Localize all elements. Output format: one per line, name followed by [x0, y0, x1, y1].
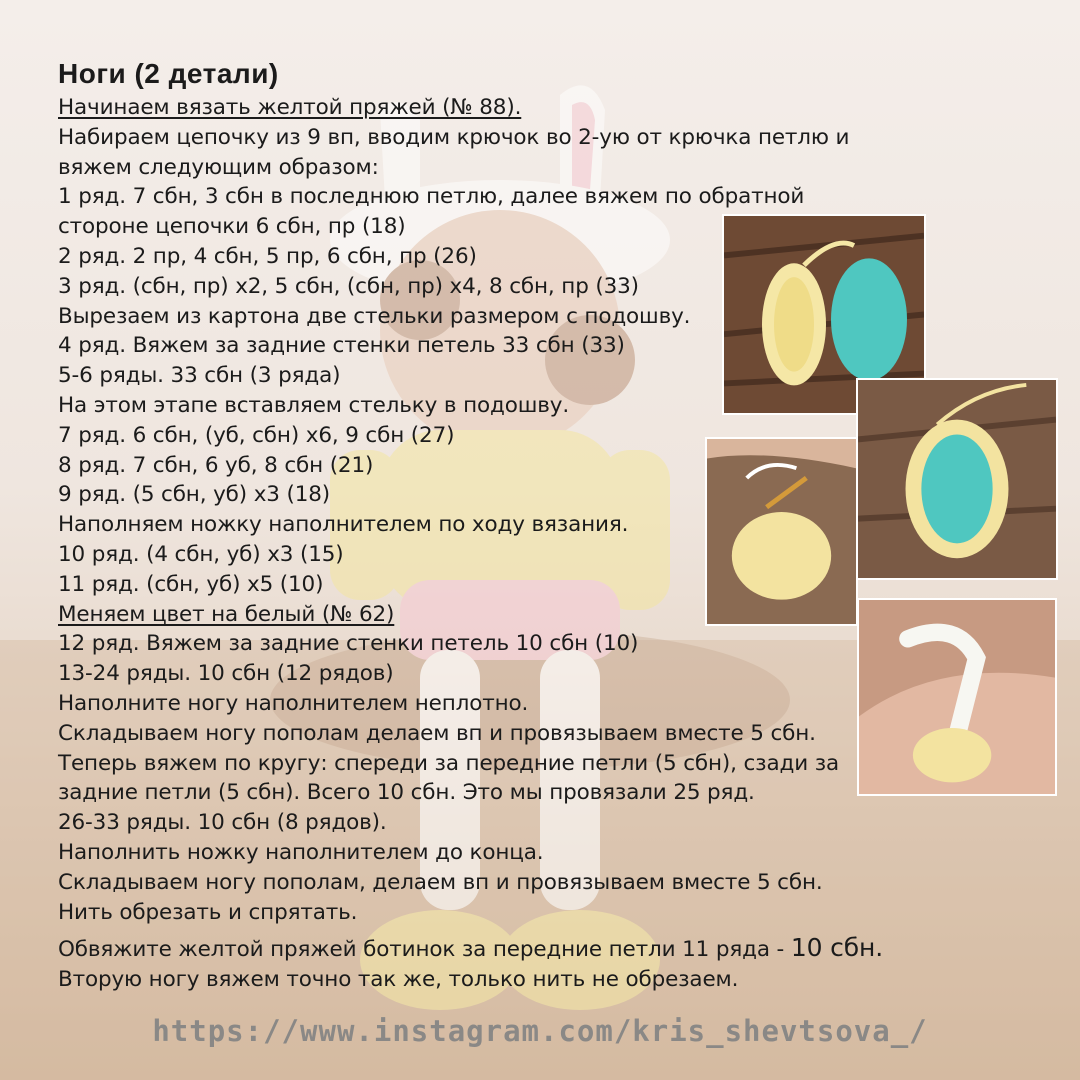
instruction-line: 7 ряд. 6 сбн, (уб, сбн) х6, 9 сбн (27)	[58, 422, 455, 448]
instruction-line: Вырезаем из картона две стельки размером с подошву.	[58, 303, 691, 329]
instruction-line: Обвяжите желтой пряжей ботинок за передние петли 11 ряда - 10 сбн.	[58, 933, 883, 963]
instruction-line: Теперь вяжем по кругу: спереди за передние петли (5 сбн), сзади за	[58, 750, 840, 776]
instruction-line: Меняем цвет на белый (№ 62)	[58, 601, 395, 627]
instruction-line: 9 ряд. (5 сбн, уб) х3 (18)	[58, 482, 331, 508]
instruction-line: Нить обрезать и спрятать.	[58, 899, 358, 925]
instruction-line: Наполняем ножку наполнителем по ходу вязания.	[58, 512, 629, 538]
instruction-line: 12 ряд. Вяжем за задние стенки петель 10 сбн (10)	[58, 631, 639, 657]
instruction-line: Наполните ногу наполнителем неплотно.	[58, 690, 529, 716]
instruction-line: На этом этапе вставляем стельку в подошву.	[58, 392, 570, 418]
instruction-line: Складываем ногу пополам делаем вп и провязываем вместе 5 сбн.	[58, 720, 816, 746]
instruction-line: 1 ряд. 7 сбн, 3 сбн в последнюю петлю, далее вяжем по обратной	[58, 184, 805, 210]
instruction-line: Складываем ногу пополам, делаем вп и провязываем вместе 5 сбн.	[58, 869, 823, 895]
instagram-link[interactable]: https://www.instagram.com/kris_shevtsova_/	[152, 1014, 928, 1048]
instruction-line: 5-6 ряды. 33 сбн (3 ряда)	[58, 363, 341, 389]
instruction-line: 13-24 ряды. 10 сбн (12 рядов)	[58, 661, 394, 687]
instruction-line: Начинаем вязать желтой пряжей (№ 88).	[58, 95, 522, 120]
photo-insole-in-sole	[856, 378, 1058, 580]
instruction-line: Набираем цепочку из 9 вп, вводим крючок во 2-ую от крючка петлю и	[58, 124, 850, 150]
instruction-line: 4 ряд. Вяжем за задние стенки петель 33 сбн (33)	[58, 333, 625, 359]
instruction-line: Вторую ногу вяжем точно так же, только нить не обрезаем.	[58, 967, 739, 993]
photo-finished-leg	[857, 598, 1057, 796]
instruction-line: 11 ряд. (сбн, уб) х5 (10)	[58, 571, 324, 597]
instruction-line: 26-33 ряды. 10 сбн (8 рядов).	[58, 810, 387, 836]
instruction-line: стороне цепочки 6 сбн, пр (18)	[58, 214, 406, 240]
instruction-line: Наполнить ножку наполнителем до конца.	[58, 839, 544, 865]
emphasis-text: 10 сбн.	[790, 933, 883, 963]
instruction-line: задние петли (5 сбн). Всего 10 сбн. Это мы провязали 25 ряд.	[58, 780, 755, 806]
instruction-line: 8 ряд. 7 сбн, 6 уб, 8 сбн (21)	[58, 452, 374, 478]
photo-crocheting-shoe	[705, 437, 858, 626]
section-title: Ноги (2 детали)	[58, 58, 279, 89]
instruction-line: 3 ряд. (сбн, пр) х2, 5 сбн, (сбн, пр) х4, 8 сбн, пр (33)	[58, 273, 639, 299]
instruction-line: 10 ряд. (4 сбн, уб) х3 (15)	[58, 541, 344, 567]
instruction-line: 2 ряд. 2 пр, 4 сбн, 5 пр, 6 сбн, пр (26)	[58, 243, 477, 269]
instruction-line: вяжем следующим образом:	[58, 154, 379, 180]
